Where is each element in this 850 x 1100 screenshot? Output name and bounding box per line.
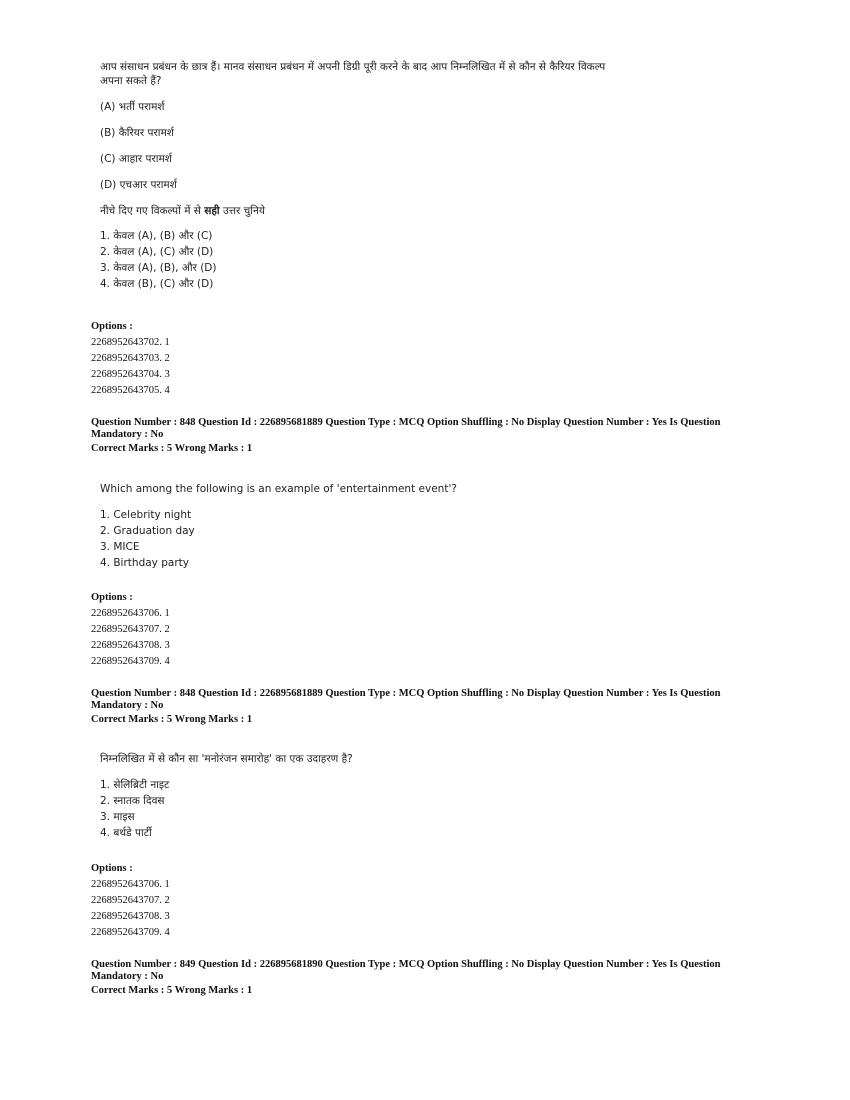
question-header-848-hi <box>91 688 751 726</box>
option-id: 2268952643706. 1 <box>91 608 170 619</box>
option-id: 2268952643702. 1 <box>91 337 170 348</box>
choice-item: 1. केवल (A), (B) और (C) <box>100 230 213 242</box>
question-marks: Correct Marks : 5 Wrong Marks : 1 <box>91 714 253 725</box>
options-list-3 <box>91 861 170 941</box>
instruction-emphasis: सही <box>204 205 220 217</box>
choice-list <box>100 228 660 292</box>
choice-item: 4. केवल (B), (C) और (D) <box>100 278 214 290</box>
question-mandatory: Mandatory : No <box>91 700 164 711</box>
instruction-suffix: उत्तर चुनिये <box>219 205 265 217</box>
choice-item: 2. स्नातक दिवस <box>100 795 165 807</box>
question-header-849 <box>91 959 751 997</box>
choice-item: 3. माइस <box>100 811 135 823</box>
statement-b: (B) कैरियर परामर्श <box>100 127 174 139</box>
question-meta-line: Question Number : 848 Question Id : 226895681889 Question Type : MCQ Option Shuffling : No Display Question Number : Yes Is Question <box>91 417 721 428</box>
option-id: 2268952643703. 2 <box>91 353 170 364</box>
choice-item: 1. Celebrity night <box>100 509 192 521</box>
question-meta-line: Question Number : 848 Question Id : 226895681889 Question Type : MCQ Option Shuffling : No Display Question Number : Yes Is Question <box>91 688 721 699</box>
option-id: 2268952643708. 3 <box>91 640 170 651</box>
question-848-english-block <box>100 481 457 571</box>
choice-item: 3. MICE <box>100 541 140 553</box>
options-title: Options : <box>91 321 133 332</box>
choice-item: 4. Birthday party <box>100 557 189 569</box>
choice-item: 4. बर्थडे पार्टी <box>100 827 152 839</box>
options-list-2 <box>91 590 170 670</box>
choice-item: 1. सेलिब्रिटी नाइट <box>100 779 170 791</box>
statement-c: (C) आहार परामर्श <box>100 153 172 165</box>
option-id: 2268952643709. 4 <box>91 656 170 667</box>
question-stem-line2: अपना सकते हैं? <box>100 75 162 87</box>
option-id: 2268952643705. 4 <box>91 385 170 396</box>
choice-item: 2. Graduation day <box>100 525 195 537</box>
option-id: 2268952643706. 1 <box>91 879 170 890</box>
question-meta-line: Question Number : 849 Question Id : 226895681890 Question Type : MCQ Option Shuffling : No Display Question Number : Yes Is Question <box>91 959 721 970</box>
question-header-848-en <box>91 417 751 455</box>
option-id: 2268952643709. 4 <box>91 927 170 938</box>
option-id: 2268952643708. 3 <box>91 911 170 922</box>
options-title: Options : <box>91 863 133 874</box>
answer-instruction <box>100 204 660 218</box>
options-title: Options : <box>91 592 133 603</box>
question-mandatory: Mandatory : No <box>91 429 164 440</box>
question-stem: निम्नलिखित में से कौन सा 'मनोरंजन समारोह' का एक उदाहरण है? <box>100 753 353 765</box>
choice-list <box>100 777 353 841</box>
option-id: 2268952643704. 3 <box>91 369 170 380</box>
question-marks: Correct Marks : 5 Wrong Marks : 1 <box>91 443 253 454</box>
choice-list <box>100 507 457 571</box>
options-list-1 <box>91 319 170 399</box>
question-stem-line1: आप संसाधन प्रबंधन के छात्र हैं। मानव संसाधन प्रबंधन में अपनी डिग्री पूरी करने के बाद आप निम्नलिखित में से कौन से कैरियर विकल्प <box>100 61 606 73</box>
choice-item: 3. केवल (A), (B), और (D) <box>100 262 217 274</box>
question-stem: Which among the following is an example of 'entertainment event'? <box>100 483 457 495</box>
statement-a: (A) भर्ती परामर्श <box>100 101 165 113</box>
statement-d: (D) एचआर परामर्श <box>100 179 177 191</box>
choice-item: 2. केवल (A), (C) और (D) <box>100 246 214 258</box>
question-mandatory: Mandatory : No <box>91 971 164 982</box>
question-847-hindi-block <box>100 60 660 292</box>
option-id: 2268952643707. 2 <box>91 624 170 635</box>
instruction-prefix: नीचे दिए गए विकल्पों में से <box>100 205 205 217</box>
option-id: 2268952643707. 2 <box>91 895 170 906</box>
question-marks: Correct Marks : 5 Wrong Marks : 1 <box>91 985 253 996</box>
question-848-hindi-block <box>100 751 353 841</box>
